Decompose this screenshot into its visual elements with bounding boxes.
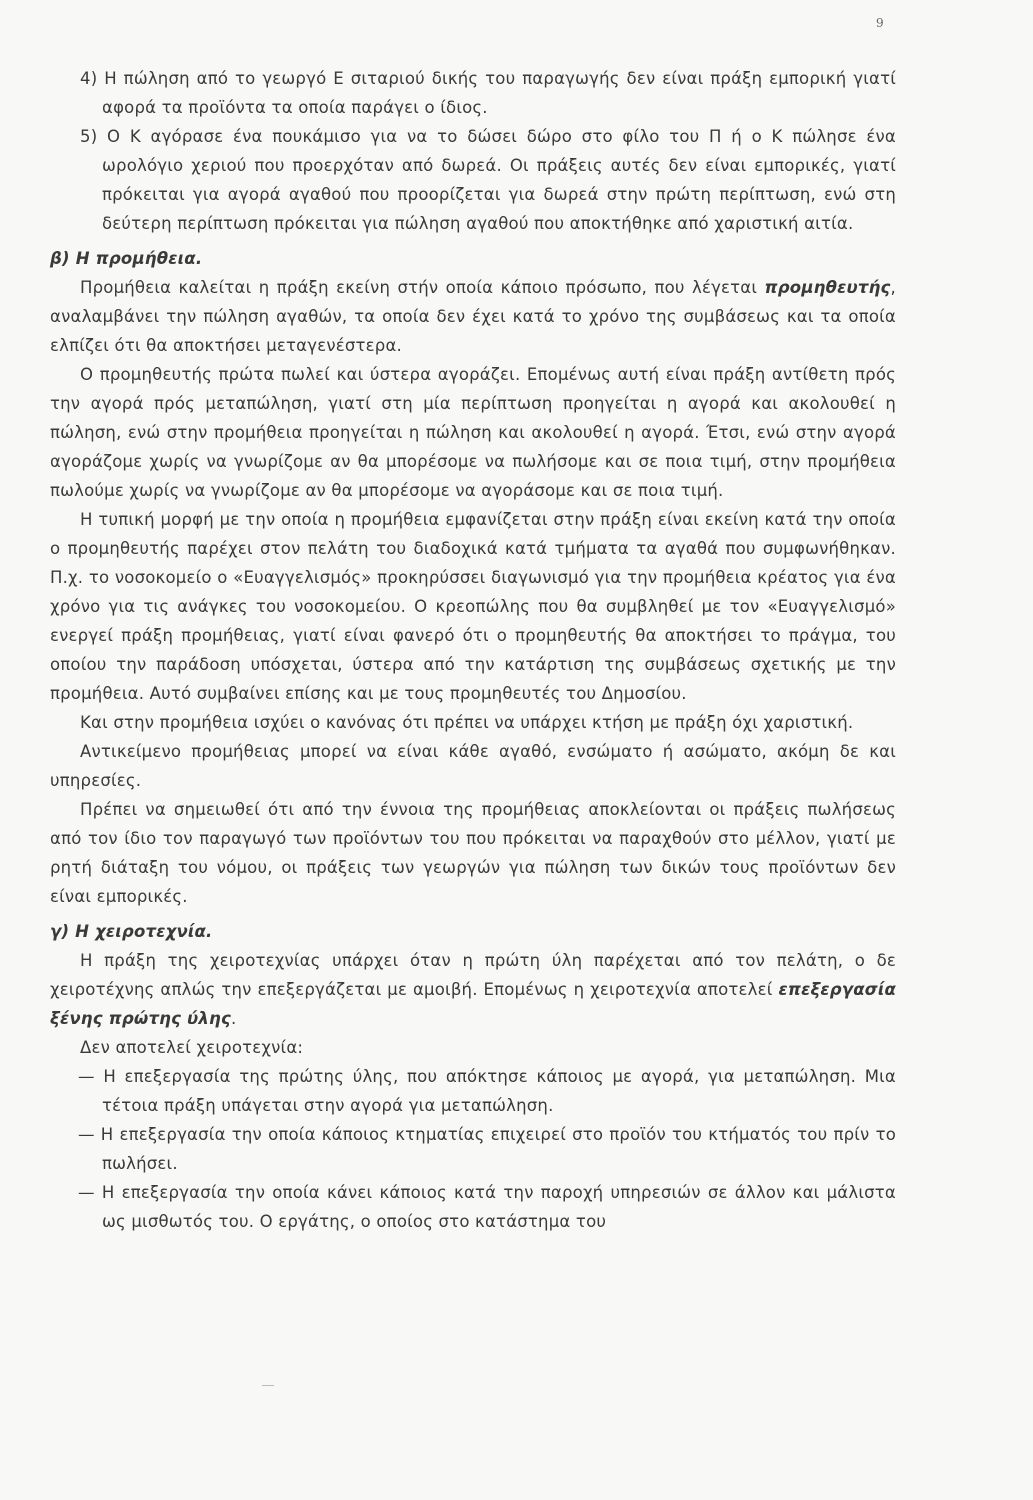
numbered-example: 5) Ο Κ αγόρασε ένα πουκάμισο για να το δώσει δώρο στο φίλο του Π ή ο Κ πώλησε ένα ωρολόγιο χεριού που προερχόταν από δωρεά. Οι πράξεις αυτές δεν είναι εμπορικές, γιατί πρόκειται για αγορά αγαθού που προορίζεται για δωρεά στην πρώτη περίπτωση, ενώ στη δεύτερη περίπτωση πρόκειται για πώληση αγαθού που αποκτήθηκε από χαριστική αιτία. bbox=[80, 127, 896, 233]
dash-list-item: — Η επεξεργασία της πρώτης ύλης, που απόκτησε κάποιος με αγορά, για μεταπώληση. Μια τέτοια πράξη υπάγεται στην αγορά για μεταπώληση. bbox=[78, 1067, 896, 1115]
paragraph bbox=[50, 946, 896, 1033]
emphasized-term: επεξεργασία ξένης πρώτης ύλης bbox=[50, 980, 896, 1028]
paragraph: Δεν αποτελεί χειροτεχνία: bbox=[80, 1038, 304, 1057]
paragraph bbox=[50, 273, 896, 360]
numbered-example: 4) Η πώληση από το γεωργό Ε σιταριού δικής του παραγωγής δεν είναι πράξη εμπορική γιατί αφορά τα προϊόντα τα οποία παράγει ο ίδιος. bbox=[80, 69, 896, 117]
dash-list-item: — Η επεξεργασία την οποία κάποιος κτηματίας επιχειρεί στο προϊόν του κτήματός του πρίν το πωλήσει. bbox=[78, 1125, 896, 1173]
paragraph-text: , αναλαμβάνει την πώληση αγαθών, τα οποία δεν έχει κατά το χρόνο της συμβάσεως και τα οποία ελπίζει ότι θα αποκτήσει μεταγενέστερα. bbox=[50, 278, 896, 355]
emphasized-term: προμηθευτής bbox=[764, 278, 891, 297]
paragraph-text: Η πράξη της χειροτεχνίας υπάρχει όταν η πρώτη ύλη παρέχεται από τον πελάτη, ο δε χειροτέχνης απλώς την επεξεργάζεται με αμοιβή. Επομένως η χειροτεχνία αποτελεί bbox=[50, 951, 896, 999]
page-body bbox=[50, 64, 896, 1236]
paragraph: Η τυπική μορφή με την οποία η προμήθεια εμφανίζεται στην πράξη είναι εκείνη κατά την οποία ο προμηθευτής παρέχει στον πελάτη του διαδοχικά κατά τμήματα τα αγαθά που συμφωνήθηκαν. Π.χ. το νοσοκομείο ο «Ευαγγελισμός» προκηρύσσει διαγωνισμό για την προμήθεια κρέατος για ένα χρόνο για τις ανάγκες του νοσοκομείου. Ο κρεοπώλης που θα συμβληθεί με τον «Ευαγγελισμό» ενεργεί πράξη προμήθειας, γιατί είναι φανερό ότι ο προμηθευτής θα αποκτήσει το πράγμα, του οποίου την παράδοση υπόσχεται, ύστερα από την κατάρτιση της συμβάσεως σχετικής με την προμήθεια. Αυτό συμβαίνει επίσης και με τους προμηθευτές του Δημοσίου. bbox=[50, 510, 896, 703]
dash-list-item: — Η επεξεργασία την οποία κάνει κάποιος κατά την παροχή υπηρεσιών σε άλλον και μάλιστα ως μισθωτός του. Ο εργάτης, ο οποίος στο κατάστημα του bbox=[78, 1183, 896, 1231]
paragraph-text: . bbox=[230, 1009, 237, 1028]
decorative-mark bbox=[262, 1385, 274, 1386]
page-number: 9 bbox=[876, 16, 884, 30]
paragraph: Πρέπει να σημειωθεί ότι από την έννοια της προμήθειας αποκλείονται οι πράξεις πωλήσεως από τον ίδιο τον παραγωγό των προϊόντων του που πρόκειται να παραχθούν στο μέλλον, γιατί με ρητή διάταξη του νόμου, οι πράξεις των γεωργών για πώληση των δικών τους προϊόντων δεν είναι εμπορικές. bbox=[50, 800, 896, 906]
section-heading: γ) Η χειροτεχνία. bbox=[50, 922, 213, 941]
section-heading: β) Η προμήθεια. bbox=[50, 249, 203, 268]
paragraph: Ο προμηθευτής πρώτα πωλεί και ύστερα αγοράζει. Επομένως αυτή είναι πράξη αντίθετη πρός την αγορά πρός μεταπώληση, γιατί στη μία περίπτωση προηγείται η αγορά και ακολουθεί η πώληση, ενώ στην προμήθεια προηγείται η πώληση και ακολουθεί η αγορά. Έτσι, ενώ στην αγορά αγοράζομε χωρίς να γνωρίζομε αν θα μπορέσομε να πωλήσομε και σε ποια τιμή, στην προμήθεια πωλούμε χωρίς να γνωρίζομε αν θα μπορέσομε να αγοράσομε και σε ποια τιμή. bbox=[50, 365, 896, 500]
paragraph: Και στην προμήθεια ισχύει ο κανόνας ότι πρέπει να υπάρχει κτήση με πράξη όχι χαριστική. bbox=[80, 713, 854, 732]
paragraph: Αντικείμενο προμήθειας μπορεί να είναι κάθε αγαθό, ενσώματο ή ασώματο, ακόμη δε και υπηρεσίες. bbox=[50, 742, 896, 790]
paragraph-text: Προμήθεια καλείται η πράξη εκείνη στήν οποία κάποιο πρόσωπο, που λέγεται bbox=[80, 278, 765, 297]
